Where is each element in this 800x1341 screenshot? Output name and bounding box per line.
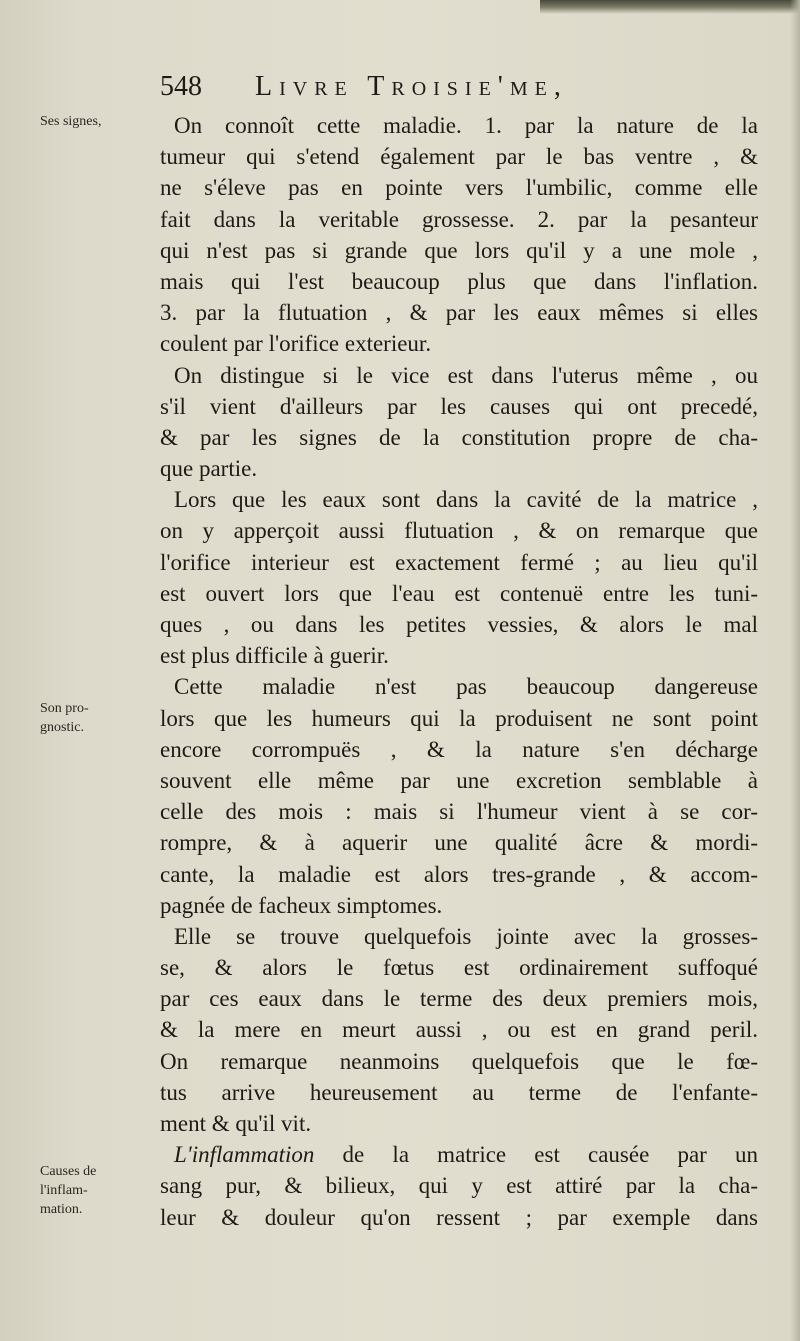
text-line: par ces eaux dans le terme des deux premiers mois,	[160, 986, 758, 1012]
page-header	[160, 70, 760, 104]
margin-note-ses-signes	[40, 112, 156, 131]
text-line: ques , ou dans les petites vessies, & alors le mal	[160, 612, 758, 637]
text-line: 3. par la flutuation , & par les eaux mêmes si elles	[160, 300, 758, 326]
page-number: 548	[160, 71, 202, 102]
body-text	[160, 110, 758, 1233]
margin-note-line: Ses signes,	[40, 114, 102, 129]
text-line: & la mere en meurt aussi , ou est en grand peril.	[160, 1017, 758, 1043]
text-line: se, & alors le fœtus est ordinairement suffoqué	[160, 955, 758, 981]
text-line: ne s'éleve pas en pointe vers l'umbilic, comme elle	[160, 175, 758, 201]
margin-note-line: gnostic.	[40, 720, 84, 735]
margin-note-line: Causes de	[40, 1164, 97, 1179]
margin-note-son-prognostic	[40, 699, 156, 737]
text-line: pagnée de facheux simptomes.	[160, 892, 443, 918]
margin-note-line: l'inflam-	[40, 1183, 88, 1198]
text-line-rest: de la matrice est causée par un	[314, 1142, 758, 1168]
text-line: Lors que les eaux sont dans la cavité de la matrice ,	[174, 487, 758, 513]
margin-note-causes-inflammation	[40, 1162, 156, 1219]
margin-note-line: mation.	[40, 1202, 83, 1217]
text-line: coulent par l'orifice exterieur.	[160, 331, 432, 357]
text-line: on y apperçoit aussi flutuation , & on remarque que	[160, 518, 758, 544]
text-line: cante, la maladie est alors tres-grande , & accom-	[160, 861, 758, 887]
text-line: souvent elle même par une excretion semblable à	[160, 767, 758, 793]
text-line: tumeur qui s'etend également par le bas ventre , &	[160, 144, 758, 170]
text-line: rompre, & à aquerir une qualité âcre & mordi-	[160, 830, 758, 856]
text-line: est plus difficile à guerir.	[160, 643, 389, 669]
text-line: On distingue si le vice est dans l'uterus même , ou	[174, 362, 758, 388]
page-gutter-shadow	[790, 0, 800, 1341]
text-line: tus arrive heureusement au terme de l'enfante-	[160, 1079, 758, 1105]
text-line: lors que les humeurs qui la produisent ne sont point	[160, 705, 758, 731]
running-title: Livre Troisie'me,	[255, 71, 568, 102]
text-line	[160, 1139, 758, 1170]
text-line: sang pur, & bilieux, qui y est attiré par la cha-	[160, 1173, 758, 1199]
text-line: mais qui l'est beaucoup plus que dans l'inflation.	[160, 268, 758, 294]
text-line: Elle se trouve quelquefois jointe avec la grosses-	[174, 923, 758, 949]
text-line: qui n'est pas si grande que lors qu'il y a une mole ,	[160, 237, 758, 263]
text-line: encore corrompuës , & la nature s'en décharge	[160, 736, 758, 762]
page-edge-shadow	[540, 0, 800, 14]
text-line: On remarque neanmoins quelquefois que le fœ-	[160, 1048, 758, 1074]
text-line: leur & douleur qu'on ressent ; par exemple dans	[160, 1204, 758, 1230]
text-line: ment & qu'il vit.	[160, 1111, 312, 1136]
text-line: l'orifice interieur est exactement fermé ; au lieu qu'il	[160, 549, 758, 575]
text-line: celle des mois : mais si l'humeur vient à se cor-	[160, 799, 758, 825]
text-line: est ouvert lors que l'eau est contenuë entre les tuni-	[160, 580, 758, 606]
text-line: fait dans la veritable grossesse. 2. par la pesanteur	[160, 206, 758, 232]
text-line: Cette maladie n'est pas beaucoup dangereuse	[174, 674, 758, 700]
text-line: s'il vient d'ailleurs par les causes qui ont precedé,	[160, 393, 758, 419]
text-line: que partie.	[160, 456, 258, 482]
italic-term: L'inflammation	[174, 1142, 315, 1168]
margin-note-line: Son pro-	[40, 701, 89, 716]
text-line: & par les signes de la constitution propre de cha-	[160, 424, 758, 450]
text-line: On connoît cette maladie. 1. par la nature de la	[174, 113, 758, 138]
